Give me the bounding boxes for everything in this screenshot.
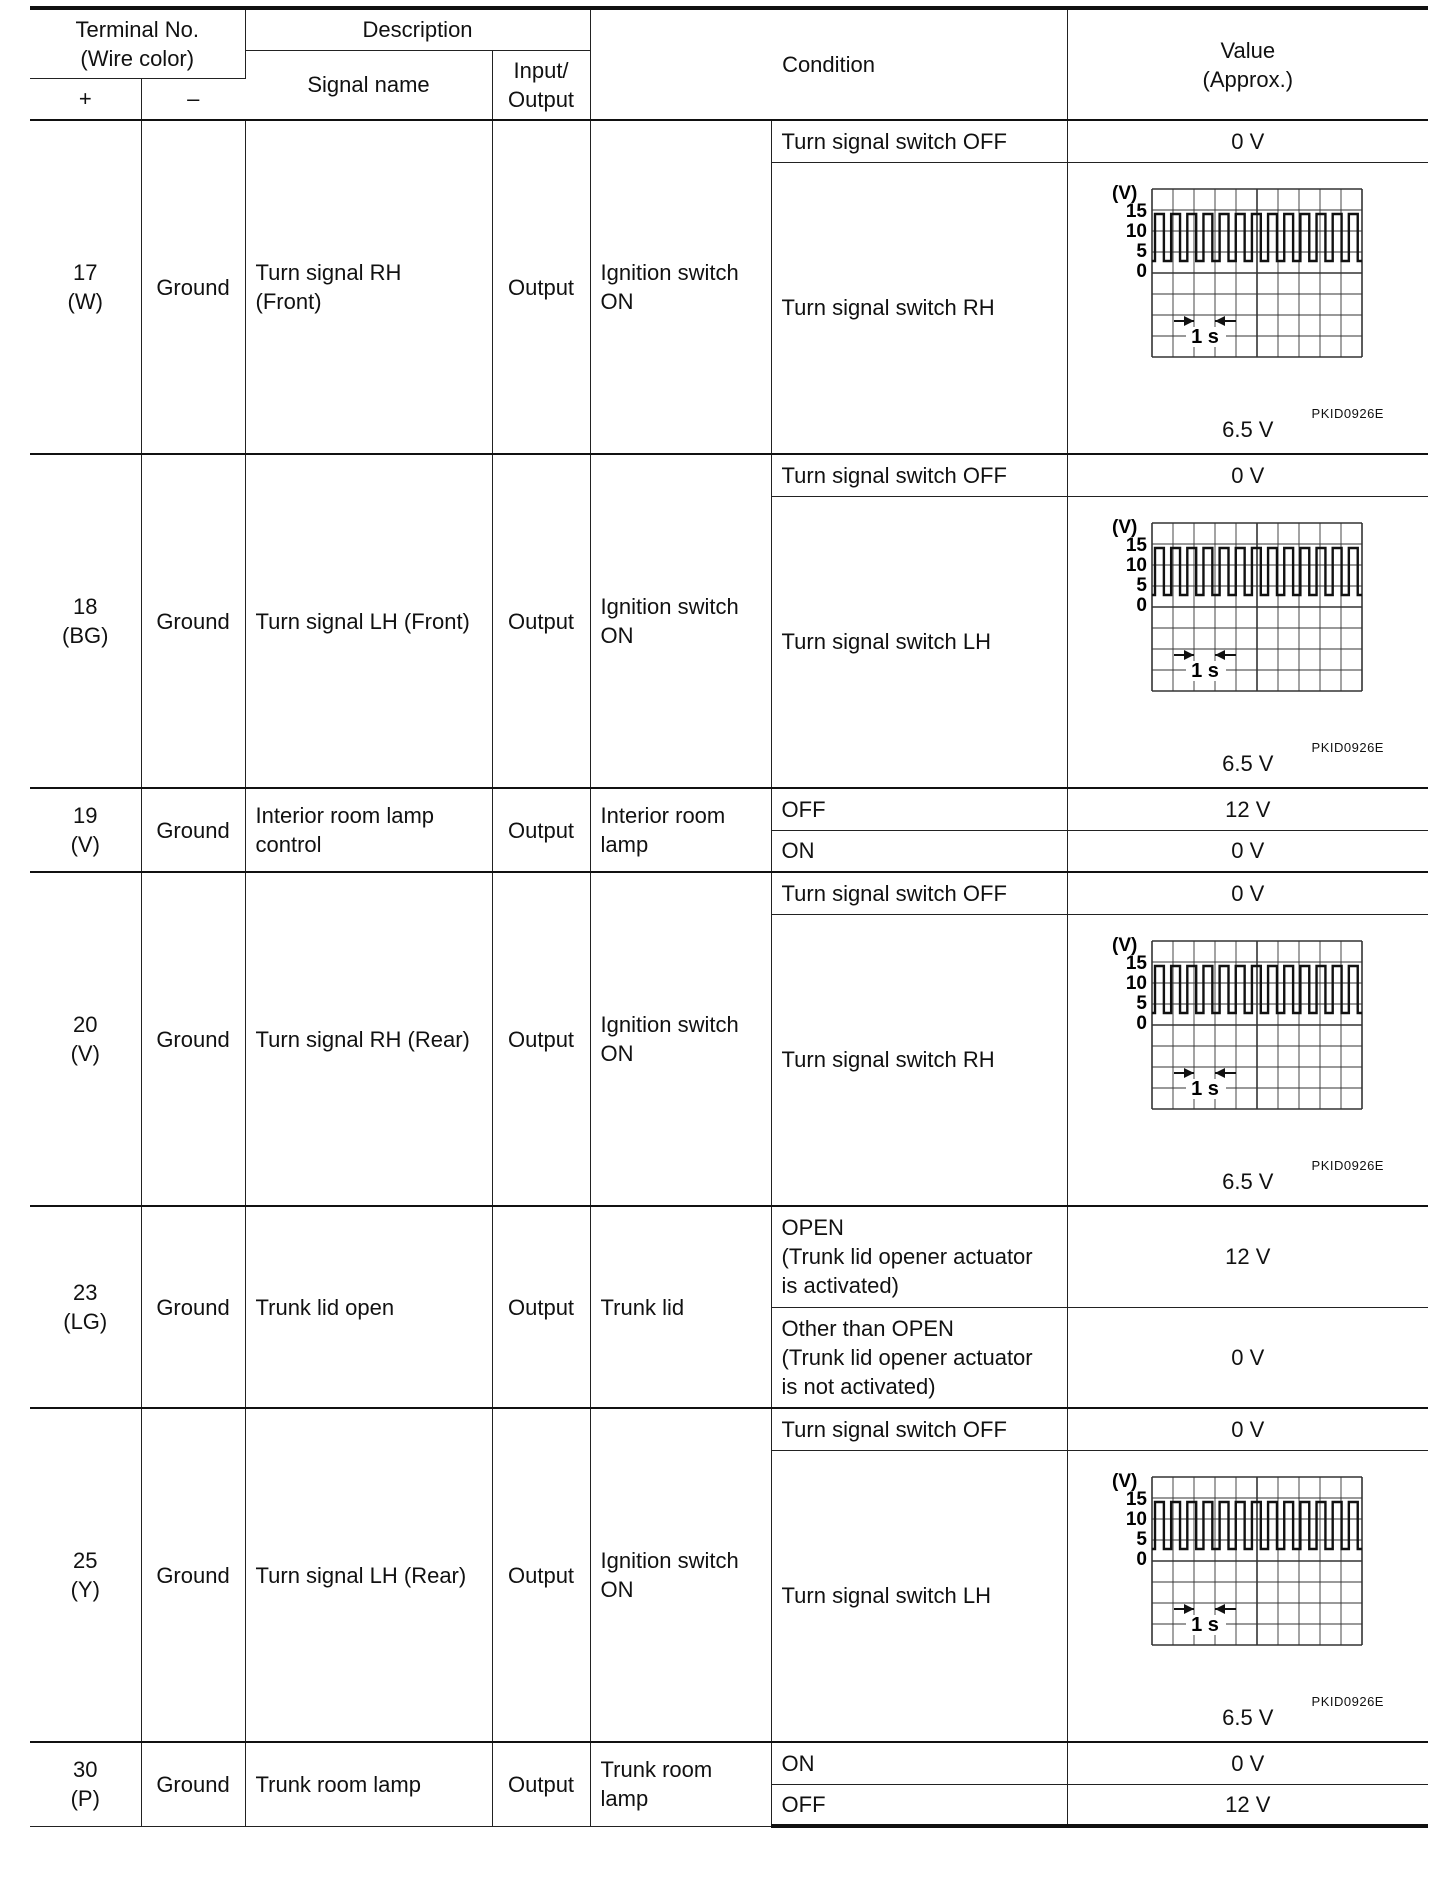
sub-condition-cell: Turn signal switch LH: [771, 496, 1067, 788]
value-text: 6.5 V: [1222, 750, 1274, 776]
sub-condition-cell: Turn signal switch LH: [771, 1450, 1067, 1742]
axis-tick-label: 0: [1135, 1012, 1147, 1034]
axis-unit-label: (V): [1111, 182, 1137, 204]
value-text: 6.5 V: [1222, 1168, 1274, 1194]
ground-cell: Ground: [141, 872, 245, 1206]
period-arrow-right: [1184, 650, 1194, 660]
axis-tick-label: 5: [1135, 240, 1147, 262]
signal-name-cell: Turn signal LH (Front): [245, 454, 492, 788]
condition-line: ON: [600, 623, 634, 648]
condition-cell: [590, 1408, 771, 1742]
terminal-cell: [30, 872, 141, 1206]
condition-cell: [590, 788, 771, 872]
header-plus: +: [30, 78, 141, 120]
oscilloscope-waveform: [1110, 929, 1380, 1129]
header-output-label: Output: [508, 86, 575, 112]
terminal-number: 30: [73, 1757, 98, 1783]
value-cell: 0 V: [1067, 1307, 1428, 1408]
period-label: 1 s: [1190, 1613, 1219, 1636]
condition-cell: [590, 1742, 771, 1826]
period-arrow-right: [1184, 1068, 1194, 1078]
sub-condition-cell: ON: [771, 830, 1067, 872]
waveform-figure: [1068, 499, 1429, 785]
waveform-cell: [1067, 496, 1428, 788]
io-cell: Output: [492, 872, 590, 1206]
axis-tick-label: 0: [1135, 594, 1147, 616]
terminal-number: 23: [73, 1280, 98, 1305]
table-row: [30, 1742, 1428, 1784]
value-text: 6.5 V: [1222, 1704, 1274, 1730]
sub-condition-cell: OFF: [771, 1784, 1067, 1826]
terminal-cell: [30, 1742, 141, 1826]
terminal-number: 18: [73, 594, 98, 619]
condition-line: Ignition switch: [600, 1012, 739, 1037]
terminal-table: [30, 6, 1428, 1828]
axis-tick-label: 5: [1135, 992, 1147, 1014]
period-arrow-right: [1184, 316, 1194, 326]
figure-code: PKID0926E: [1311, 1693, 1384, 1709]
io-cell: Output: [492, 1742, 590, 1826]
period-label: 1 s: [1190, 1077, 1219, 1100]
sub-condition-cell: Turn signal switch OFF: [771, 120, 1067, 162]
signal-name-cell: Turn signal LH (Rear): [245, 1408, 492, 1742]
figure-code: PKID0926E: [1311, 405, 1384, 421]
ground-cell: Ground: [141, 1206, 245, 1408]
terminal-cell: [30, 788, 141, 872]
wire-color: (P): [70, 1786, 100, 1812]
table-row: [30, 788, 1428, 830]
header-input-label: Input/: [513, 57, 569, 83]
period-label: 1 s: [1190, 659, 1219, 682]
table-row: [30, 1408, 1428, 1450]
value-cell: 0 V: [1067, 120, 1428, 162]
axis-tick-label: 15: [1125, 200, 1147, 222]
axis-unit-label: (V): [1111, 1470, 1137, 1492]
condition-line: ON: [600, 289, 634, 314]
sub-condition-line: (Trunk lid opener actuator: [781, 1344, 1033, 1370]
axis-tick-label: 15: [1125, 1488, 1147, 1510]
period-arrow-left: [1215, 316, 1225, 326]
signal-name-cell: Turn signal RH (Rear): [245, 872, 492, 1206]
condition-line: ON: [600, 1577, 634, 1602]
ground-cell: Ground: [141, 788, 245, 872]
condition-line: ON: [600, 1041, 634, 1066]
terminal-cell: [30, 1408, 141, 1742]
header-input-output: [492, 50, 590, 120]
axis-unit-label: (V): [1111, 934, 1137, 956]
sub-condition-cell: OFF: [771, 788, 1067, 830]
signal-name-cell: Trunk lid open: [245, 1206, 492, 1408]
value-text: 6.5 V: [1222, 416, 1274, 442]
oscilloscope-waveform: [1110, 511, 1380, 711]
signal-name-line: control: [255, 832, 322, 857]
axis-tick-label: 10: [1125, 1508, 1147, 1530]
terminal-cell: [30, 120, 141, 454]
waveform-figure: [1068, 1453, 1429, 1739]
condition-line: Trunk room: [600, 1757, 713, 1783]
oscilloscope-waveform: [1110, 1465, 1380, 1665]
axis-tick-label: 10: [1125, 554, 1147, 576]
axis-tick-label: 5: [1135, 1528, 1147, 1550]
waveform-cell: [1067, 162, 1428, 454]
header-value-label: Value: [1220, 37, 1276, 63]
sub-condition-line: Other than OPEN: [781, 1315, 954, 1341]
condition-cell: [590, 872, 771, 1206]
header-wire-color-label: (Wire color): [80, 45, 195, 71]
condition-cell: [590, 454, 771, 788]
io-cell: Output: [492, 788, 590, 872]
ground-cell: Ground: [141, 1408, 245, 1742]
sub-condition-cell: [771, 1307, 1067, 1408]
signal-name-cell: [245, 788, 492, 872]
waveform-figure: [1068, 917, 1429, 1203]
sub-condition-cell: [771, 1206, 1067, 1307]
waveform-cell: [1067, 1450, 1428, 1742]
io-cell: Output: [492, 1408, 590, 1742]
header-terminal-label: Terminal No.: [75, 16, 199, 42]
table-row: [30, 120, 1428, 162]
figure-code: PKID0926E: [1311, 1157, 1384, 1173]
terminal-cell: [30, 454, 141, 788]
waveform-cell: [1067, 914, 1428, 1206]
value-cell: 0 V: [1067, 1742, 1428, 1784]
header-minus: –: [141, 78, 245, 120]
condition-line: lamp: [600, 1786, 649, 1812]
value-cell: 0 V: [1067, 454, 1428, 496]
wire-color: (V): [70, 832, 100, 857]
terminal-number: 19: [73, 803, 98, 828]
signal-name-cell: Trunk room lamp: [245, 1742, 492, 1826]
terminal-number: 17: [73, 260, 98, 285]
condition-line: Ignition switch: [600, 260, 739, 285]
header-value: [1067, 8, 1428, 120]
sub-condition-line: (Trunk lid opener actuator: [781, 1244, 1033, 1270]
condition-cell: [590, 120, 771, 454]
signal-name-line: Interior room lamp: [255, 803, 435, 828]
wire-color: (V): [70, 1041, 100, 1066]
sub-condition-cell: Turn signal switch RH: [771, 162, 1067, 454]
value-cell: 12 V: [1067, 1784, 1428, 1826]
condition-line: Ignition switch: [600, 1548, 739, 1573]
wire-color: (LG): [63, 1309, 108, 1334]
io-cell: Output: [492, 120, 590, 454]
io-cell: Output: [492, 1206, 590, 1408]
header-terminal-no: [30, 8, 245, 78]
header-approx-label: (Approx.): [1202, 66, 1294, 92]
sub-condition-cell: Turn signal switch OFF: [771, 872, 1067, 914]
header-description: Description: [245, 8, 590, 50]
value-cell: 12 V: [1067, 1206, 1428, 1307]
condition-cell: Trunk lid: [590, 1206, 771, 1408]
axis-tick-label: 15: [1125, 534, 1147, 556]
signal-name-line: Turn signal RH: [255, 260, 402, 285]
terminal-cell: [30, 1206, 141, 1408]
condition-line: lamp: [600, 832, 649, 857]
signal-name-cell: [245, 120, 492, 454]
axis-tick-label: 10: [1125, 220, 1147, 242]
value-cell: 0 V: [1067, 872, 1428, 914]
wire-color: (BG): [62, 623, 109, 648]
waveform-figure: [1068, 165, 1429, 451]
condition-line: Interior room: [600, 803, 726, 828]
terminal-number: 25: [73, 1548, 98, 1573]
condition-line: Ignition switch: [600, 594, 739, 619]
terminal-number: 20: [73, 1012, 98, 1037]
ground-cell: Ground: [141, 1742, 245, 1826]
table-row: [30, 872, 1428, 914]
table-row: [30, 1206, 1428, 1307]
sub-condition-line: is activated): [781, 1273, 899, 1299]
sub-condition-line: OPEN: [781, 1215, 844, 1241]
value-cell: 0 V: [1067, 830, 1428, 872]
sub-condition-line: is not activated): [781, 1373, 936, 1399]
ground-cell: Ground: [141, 120, 245, 454]
sub-condition-cell: Turn signal switch OFF: [771, 454, 1067, 496]
period-label: 1 s: [1190, 325, 1219, 348]
oscilloscope-waveform: [1110, 177, 1380, 377]
header-condition: Condition: [590, 8, 1067, 120]
axis-tick-label: 5: [1135, 574, 1147, 596]
io-cell: Output: [492, 454, 590, 788]
axis-tick-label: 0: [1135, 1548, 1147, 1570]
value-cell: 0 V: [1067, 1408, 1428, 1450]
axis-unit-label: (V): [1111, 516, 1137, 538]
header-signal-name: Signal name: [245, 50, 492, 120]
signal-name-line: (Front): [255, 289, 322, 314]
axis-tick-label: 15: [1125, 952, 1147, 974]
ground-cell: Ground: [141, 454, 245, 788]
value-cell: 12 V: [1067, 788, 1428, 830]
table-row: [30, 454, 1428, 496]
sub-condition-cell: Turn signal switch OFF: [771, 1408, 1067, 1450]
wire-color: (W): [67, 289, 103, 314]
figure-code: PKID0926E: [1311, 739, 1384, 755]
axis-tick-label: 0: [1135, 260, 1147, 282]
wire-color: (Y): [70, 1577, 100, 1602]
period-arrow-left: [1215, 650, 1225, 660]
sub-condition-cell: Turn signal switch RH: [771, 914, 1067, 1206]
axis-tick-label: 10: [1125, 972, 1147, 994]
period-arrow-left: [1215, 1604, 1225, 1614]
period-arrow-right: [1184, 1604, 1194, 1614]
sub-condition-cell: ON: [771, 1742, 1067, 1784]
period-arrow-left: [1215, 1068, 1225, 1078]
